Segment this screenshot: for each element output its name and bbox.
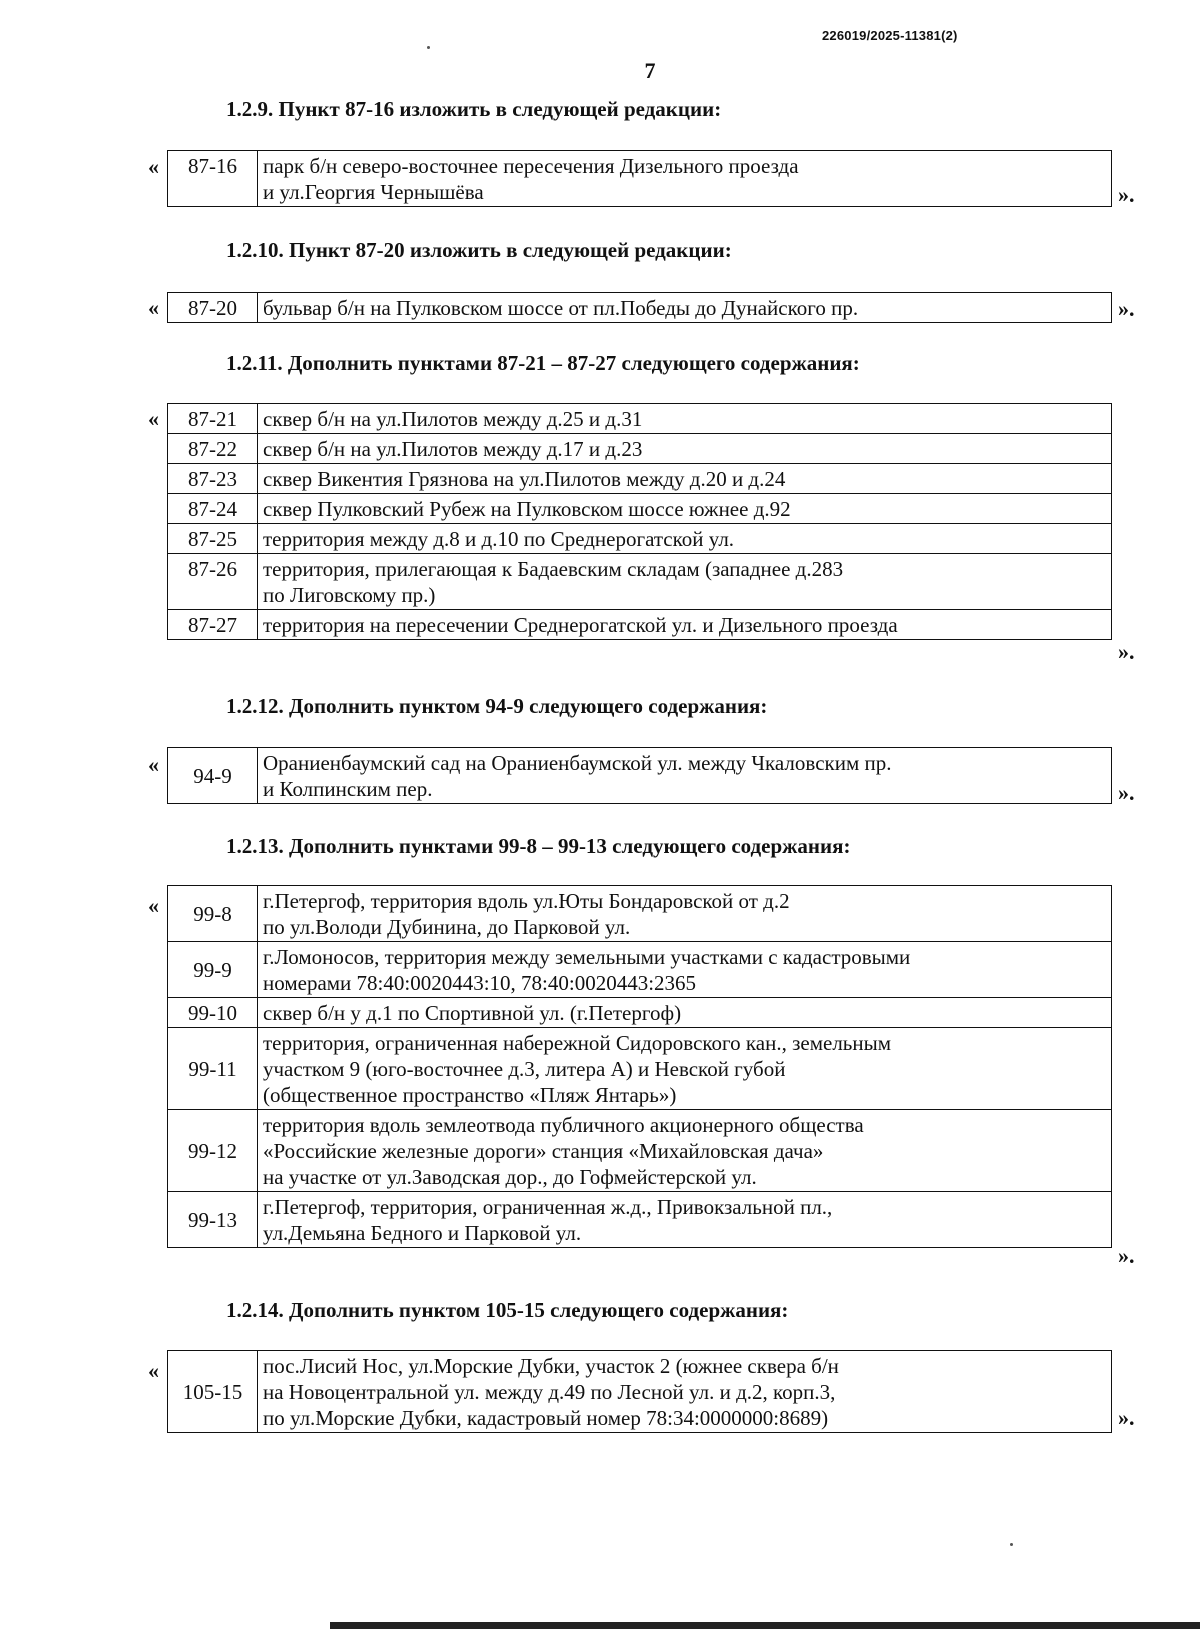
item-code: 87-26 bbox=[168, 554, 258, 610]
table-row bbox=[168, 554, 1112, 610]
open-quote: « bbox=[148, 154, 159, 179]
item-description: сквер Пулковский Рубеж на Пулковском шоссе южнее д.92 bbox=[258, 494, 1112, 524]
scan-speck bbox=[1010, 1543, 1013, 1546]
item-code: 87-21 bbox=[168, 404, 258, 434]
table-row bbox=[168, 1110, 1112, 1192]
table-row bbox=[168, 942, 1112, 998]
table-section-1-2-12 bbox=[167, 747, 1112, 804]
table-row bbox=[168, 293, 1112, 323]
item-code: 87-23 bbox=[168, 464, 258, 494]
table-section-1-2-11 bbox=[167, 403, 1112, 640]
item-description: сквер б/н на ул.Пилотов между д.25 и д.31 bbox=[258, 404, 1112, 434]
table-row bbox=[168, 464, 1112, 494]
close-quote: ». bbox=[1118, 1405, 1135, 1430]
open-quote: « bbox=[148, 295, 159, 320]
scan-speck bbox=[427, 46, 430, 49]
section-heading-1-2-10: 1.2.10. Пункт 87-20 изложить в следующей редакции: bbox=[226, 238, 732, 262]
item-code: 87-16 bbox=[168, 151, 258, 207]
table-row bbox=[168, 404, 1112, 434]
table-row bbox=[168, 998, 1112, 1028]
item-description: сквер Викентия Грязнова на ул.Пилотов между д.20 и д.24 bbox=[258, 464, 1112, 494]
item-code: 99-11 bbox=[168, 1028, 258, 1110]
item-description: бульвар б/н на Пулковском шоссе от пл.Победы до Дунайского пр. bbox=[258, 293, 1112, 323]
table-section-1-2-13 bbox=[167, 885, 1112, 1248]
close-quote: ». bbox=[1118, 639, 1135, 664]
table-row bbox=[168, 524, 1112, 554]
item-description: территория, ограниченная набережной Сидоровского кан., земельным участком 9 (юго-восточнее д.3, литера А) и Невской губой (общественное пространство «Пляж Янтарь») bbox=[258, 1028, 1112, 1110]
item-description: территория вдоль землеотвода публичного акционерного общества «Российские железные дороги» станция «Михайловская дача» на участке от ул.Заводская дор., до Гофмейстерской ул. bbox=[258, 1110, 1112, 1192]
table-section-1-2-9 bbox=[167, 150, 1112, 207]
close-quote: ». bbox=[1118, 296, 1135, 321]
item-code: 87-22 bbox=[168, 434, 258, 464]
section-heading-1-2-9: 1.2.9. Пункт 87-16 изложить в следующей редакции: bbox=[226, 97, 722, 121]
item-code: 87-20 bbox=[168, 293, 258, 323]
table-row bbox=[168, 886, 1112, 942]
section-heading-1-2-12: 1.2.12. Дополнить пунктом 94-9 следующего содержания: bbox=[226, 694, 768, 718]
open-quote: « bbox=[148, 752, 159, 777]
item-code: 99-9 bbox=[168, 942, 258, 998]
item-code: 99-12 bbox=[168, 1110, 258, 1192]
table-section-1-2-10 bbox=[167, 292, 1112, 323]
open-quote: « bbox=[148, 1358, 159, 1383]
section-heading-1-2-13: 1.2.13. Дополнить пунктами 99-8 – 99-13 следующего содержания: bbox=[226, 834, 851, 858]
item-code: 87-27 bbox=[168, 610, 258, 640]
table-row bbox=[168, 610, 1112, 640]
item-description: г.Петергоф, территория вдоль ул.Юты Бондаровской от д.2 по ул.Володи Дубинина, до Парковой ул. bbox=[258, 886, 1112, 942]
item-code: 99-8 bbox=[168, 886, 258, 942]
table-row bbox=[168, 434, 1112, 464]
item-description: г.Ломоносов, территория между земельными участками с кадастровыми номерами 78:40:0020443:10, 78:40:0020443:2365 bbox=[258, 942, 1112, 998]
table-section-1-2-14 bbox=[167, 1350, 1112, 1433]
item-description: сквер б/н у д.1 по Спортивной ул. (г.Петергоф) bbox=[258, 998, 1112, 1028]
page-number: 7 bbox=[644, 58, 656, 83]
table-row bbox=[168, 748, 1112, 804]
item-code: 105-15 bbox=[168, 1351, 258, 1433]
item-description: сквер б/н на ул.Пилотов между д.17 и д.23 bbox=[258, 434, 1112, 464]
item-description: парк б/н северо-восточнее пересечения Дизельного проезда и ул.Георгия Чернышёва bbox=[258, 151, 1112, 207]
close-quote: ». bbox=[1118, 182, 1135, 207]
item-code: 87-24 bbox=[168, 494, 258, 524]
item-code: 99-13 bbox=[168, 1192, 258, 1248]
section-heading-1-2-14: 1.2.14. Дополнить пунктом 105-15 следующего содержания: bbox=[226, 1298, 789, 1322]
item-description: пос.Лисий Нос, ул.Морские Дубки, участок 2 (южнее сквера б/н на Новоцентральной ул. между д.49 по Лесной ул. и д.2, корп.3, по ул.Морские Дубки, кадастровый номер 78:34:0000000:8689) bbox=[258, 1351, 1112, 1433]
document-number: 226019/2025-11381(2) bbox=[822, 28, 958, 43]
open-quote: « bbox=[148, 893, 159, 918]
scan-bottom-edge bbox=[330, 1622, 1200, 1629]
table-row bbox=[168, 1028, 1112, 1110]
item-code: 87-25 bbox=[168, 524, 258, 554]
table-row bbox=[168, 1351, 1112, 1433]
item-description: Ораниенбаумский сад на Ораниенбаумской ул. между Чкаловским пр. и Колпинским пер. bbox=[258, 748, 1112, 804]
table-row bbox=[168, 151, 1112, 207]
item-code: 94-9 bbox=[168, 748, 258, 804]
item-description: территория между д.8 и д.10 по Среднерогатской ул. bbox=[258, 524, 1112, 554]
item-code: 99-10 bbox=[168, 998, 258, 1028]
table-row bbox=[168, 494, 1112, 524]
close-quote: ». bbox=[1118, 780, 1135, 805]
section-heading-1-2-11: 1.2.11. Дополнить пунктами 87-21 – 87-27 следующего содержания: bbox=[226, 351, 860, 375]
table-row bbox=[168, 1192, 1112, 1248]
item-description: г.Петергоф, территория, ограниченная ж.д., Привокзальной пл., ул.Демьяна Бедного и Парковой ул. bbox=[258, 1192, 1112, 1248]
close-quote: ». bbox=[1118, 1243, 1135, 1268]
item-description: территория, прилегающая к Бадаевским складам (западнее д.283 по Лиговскому пр.) bbox=[258, 554, 1112, 610]
open-quote: « bbox=[148, 406, 159, 431]
item-description: территория на пересечении Среднерогатской ул. и Дизельного проезда bbox=[258, 610, 1112, 640]
